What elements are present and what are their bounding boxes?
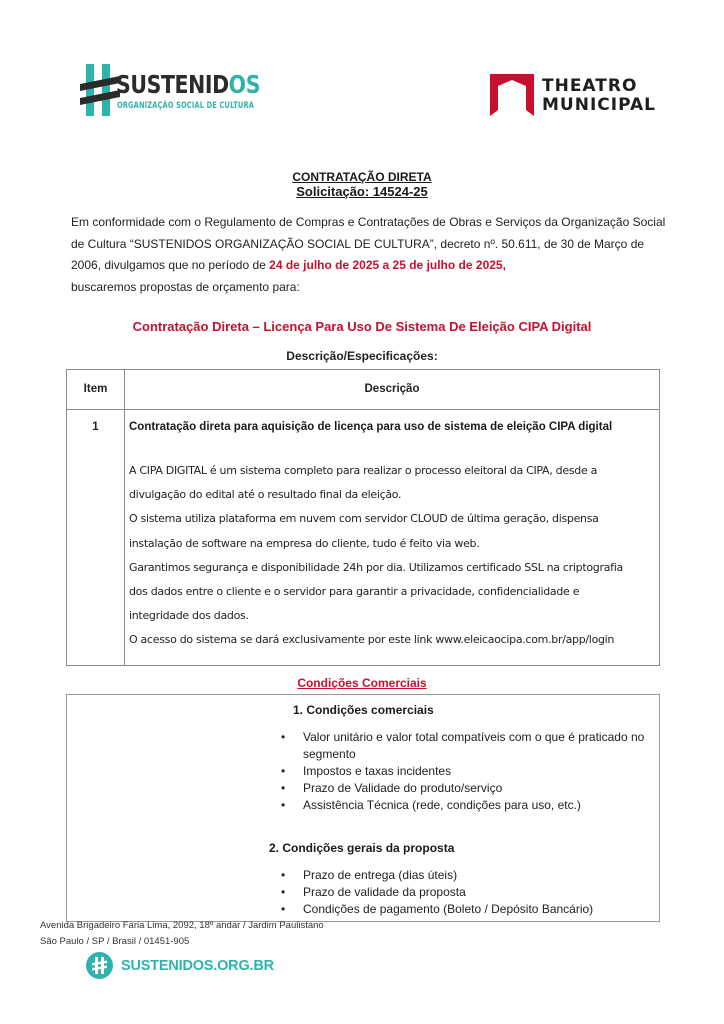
theatro-municipal-logo [488, 72, 658, 122]
website-link[interactable]: SUSTENIDOS.ORG.BR [121, 958, 274, 974]
list-item: • Assistência Técnica (rede, condições para uso, etc.) [281, 797, 651, 814]
item-description [125, 410, 659, 665]
conditions-section-1-heading: 1. Condições comerciais [293, 703, 434, 717]
theatro-line2: MUNICIPAL [542, 95, 656, 115]
document-title: CONTRATAÇÃO DIRETA [292, 170, 432, 184]
list-item: • Impostos e taxas incidentes [281, 763, 651, 780]
description-line: integridade dos dados. [129, 609, 249, 623]
description-line: O sistema utiliza plataforma em nuvem com servidor CLOUD de última geração, dispensa [129, 512, 599, 526]
description-table [66, 369, 660, 666]
list-item: • Valor unitário e valor total compatíveis com o que é praticado no segmento [281, 729, 651, 763]
hash-circle-icon [86, 952, 113, 979]
list-item: • Prazo de entrega (dias úteis) [281, 867, 651, 884]
footer-address [40, 918, 324, 950]
description-line: dos dados entre o cliente e o servidor para garantir a privacidade, confidencialidade e [129, 585, 580, 599]
theatro-line1: THEATRO [542, 76, 638, 96]
intro-paragraph: Em conformidade com o Regulamento de Compras e Contratações de Obras e Serviços da Organização Social de Cultura “SUSTENIDOS ORGANIZAÇÃO SOCIAL DE CULTURA”, decreto nº. 50.611, de 30 de Março de 2006, divulgamos que no período de 24 de julho de 2025 a 25 de julho de 2025, buscaremos propostas de orçamento para: [71, 215, 666, 294]
description-line: divulgação do edital até o resultado final da eleição. [129, 488, 402, 502]
conditions-title: Condições Comerciais [297, 676, 427, 690]
hash-logo-icon [80, 64, 120, 116]
sustenidos-logo [80, 64, 260, 120]
item-title: Contratação direta para aquisição de licença para uso de sistema de eleição CIPA digital [129, 421, 613, 433]
list-item: • Condições de pagamento (Boleto / Depósito Bancário) [281, 901, 651, 918]
list-item: • Prazo de validade da proposta [281, 884, 651, 901]
sustenidos-wordmark: SUSTENIDOS [116, 70, 261, 99]
period-highlight: 24 de julho de 2025 a 25 de julho de 2025, [269, 258, 506, 272]
header-description: Descrição [364, 383, 420, 395]
subject-heading: Contratação Direta – Licença Para Uso De Sistema De Eleição CIPA Digital [132, 319, 592, 334]
conditions-section-2-heading: 2. Condições gerais da proposta [269, 841, 455, 855]
address-line-1: Avenida Brigadeiro Faria Lima, 2092, 18º andar / Jardim Paulistano [40, 920, 324, 931]
request-number: Solicitação: 14524-25 [296, 184, 428, 199]
table-header-row [67, 370, 659, 409]
conditions-box [66, 694, 660, 922]
footer-website-logo [86, 952, 286, 982]
description-line: instalação de software na empresa do cliente, tudo é feito via web. [129, 536, 480, 550]
description-line: Garantimos segurança e disponibilidade 24h por dia. Utilizamos certificado SSL na criptografia [129, 560, 623, 574]
header-item: Item [67, 370, 125, 409]
sustenidos-tagline: ORGANIZAÇÃO SOCIAL DE CULTURA [117, 101, 255, 111]
item-number: 1 [67, 410, 125, 665]
address-line-2: São Paulo / SP / Brasil / 01451-905 [40, 936, 190, 947]
description-line: A CIPA DIGITAL é um sistema completo para realizar o processo eleitoral da CIPA, desde a [129, 464, 598, 477]
conditions-section-1-list [281, 729, 651, 814]
table-row [67, 409, 659, 665]
conditions-section-2-list [281, 867, 651, 918]
description-line: O acesso do sistema se dará exclusivamente por este link www.eleicaocipa.com.br/app/login [129, 633, 615, 647]
theatro-arch-icon [490, 74, 534, 116]
list-item: • Prazo de Validade do produto/serviço [281, 780, 651, 797]
specs-label: Descrição/Especificações: [286, 349, 438, 363]
